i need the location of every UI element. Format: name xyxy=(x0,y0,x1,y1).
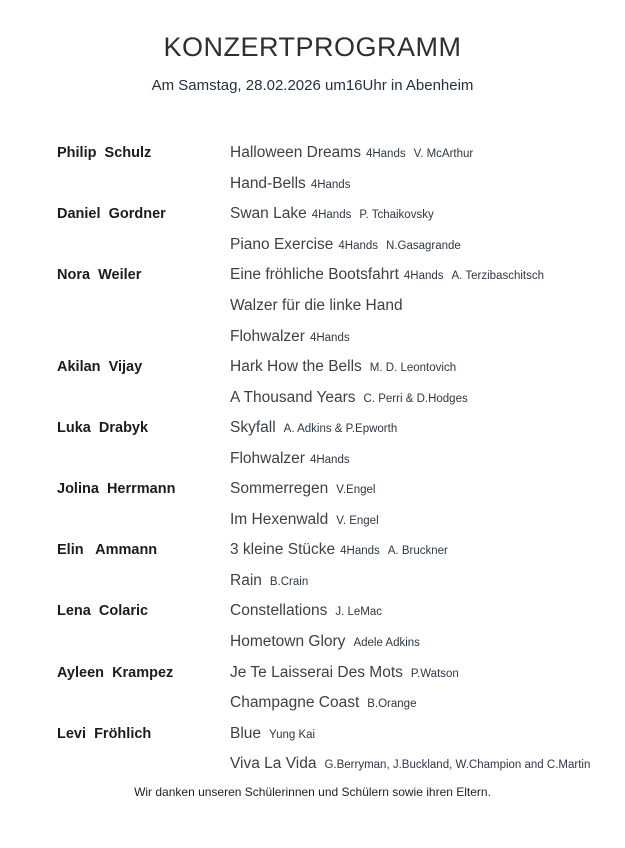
composer-name: V. Engel xyxy=(336,514,379,527)
composer-name: P. Tchaikovsky xyxy=(359,209,434,222)
piece-title: Sommerregen xyxy=(230,480,329,498)
piece xyxy=(230,389,468,407)
piece-tag: 4Hands xyxy=(310,178,351,191)
program-list xyxy=(0,138,625,779)
program-row xyxy=(0,505,625,536)
piece-title: Hark How the Bells xyxy=(230,358,362,376)
program-row xyxy=(0,566,625,597)
piece-tag: 4Hands xyxy=(365,148,406,161)
program-row xyxy=(0,627,625,658)
composer-name: V.Engel xyxy=(336,484,376,497)
program-row xyxy=(0,291,625,322)
piece xyxy=(230,144,473,162)
piece-tag: 4Hands xyxy=(338,239,379,252)
performer-name: Daniel Gordner xyxy=(57,206,166,223)
piece-tag: 4Hands xyxy=(311,209,352,222)
piece xyxy=(230,755,590,773)
program-row xyxy=(0,688,625,719)
piece xyxy=(230,450,350,468)
program-row xyxy=(0,413,625,444)
piece-title: Viva La Vida xyxy=(230,755,317,773)
program-row xyxy=(0,474,625,505)
piece xyxy=(230,664,459,682)
piece-title: Walzer für die linke Hand xyxy=(230,297,403,314)
page-title: KONZERTPROGRAMM xyxy=(163,32,462,62)
composer-name: A. Adkins & P.Epworth xyxy=(283,423,398,436)
piece-tag: 4Hands xyxy=(309,331,350,344)
piece-tag: 4Hands xyxy=(340,545,380,558)
piece xyxy=(230,266,544,284)
piece xyxy=(230,175,350,193)
piece-title: Skyfall xyxy=(230,419,276,437)
piece xyxy=(230,297,403,315)
composer-name: G.Berryman, J.Buckland, W.Champion and C.Martin xyxy=(324,759,591,772)
performer-name: Luka Drabyk xyxy=(57,420,149,437)
performer-name: Philip Schulz xyxy=(57,145,152,162)
piece xyxy=(230,572,308,590)
piece-title: 3 kleine Stücke xyxy=(230,541,336,559)
piece-title: Swan Lake xyxy=(230,205,307,223)
piece xyxy=(230,602,382,620)
piece xyxy=(230,633,420,651)
piece-title: Eine fröhliche Bootsfahrt xyxy=(230,266,399,284)
program-row xyxy=(0,230,625,261)
piece xyxy=(230,511,379,529)
composer-name: C. Perri & D.Hodges xyxy=(363,392,468,405)
composer-name: A. Terzibaschitsch xyxy=(451,270,544,283)
performer-name: Ayleen Krampez xyxy=(57,664,174,681)
composer-name: V. McArthur xyxy=(413,148,474,161)
piece-title: Halloween Dreams xyxy=(230,144,361,162)
program-row xyxy=(0,443,625,474)
piece xyxy=(230,328,350,346)
piece xyxy=(230,541,448,559)
composer-name: Adele Adkins xyxy=(353,637,420,650)
composer-name: N.Gasagrande xyxy=(386,239,461,252)
piece-tag: 4Hands xyxy=(309,453,350,466)
composer-name: B.Orange xyxy=(367,698,417,711)
performer-name: Lena Colaric xyxy=(57,603,149,620)
composer-name: P.Watson xyxy=(410,667,459,680)
piece-title: Constellations xyxy=(230,602,328,620)
program-row xyxy=(0,260,625,291)
composer-name: Yung Kai xyxy=(269,728,316,741)
piece xyxy=(230,236,461,254)
program-row xyxy=(0,321,625,352)
performer-name: Jolina Herrmann xyxy=(57,481,176,498)
composer-name: J. LeMac xyxy=(335,606,383,619)
piece-tag: 4Hands xyxy=(403,270,444,283)
composer-name: A. Bruckner xyxy=(387,545,448,558)
composer-name: M. D. Leontovich xyxy=(369,362,457,375)
piece-title: Hand-Bells xyxy=(230,174,306,192)
program-row xyxy=(0,657,625,688)
program-row xyxy=(0,169,625,200)
program-row xyxy=(0,138,625,169)
piece xyxy=(230,419,397,437)
program-row xyxy=(0,596,625,627)
piece-title: Blue xyxy=(230,724,262,742)
performer-name: Levi Fröhlich xyxy=(57,725,152,742)
composer-name: B.Crain xyxy=(269,575,309,588)
piece xyxy=(230,205,434,223)
page-subtitle: Am Samstag, 28.02.2026 um16Uhr in Abenheim xyxy=(151,77,474,94)
piece xyxy=(230,358,456,376)
piece-title: Im Hexenwald xyxy=(230,510,329,528)
piece xyxy=(230,694,416,712)
piece-title: A Thousand Years xyxy=(230,388,356,406)
program-row xyxy=(0,382,625,413)
piece-title: Je Te Laisserai Des Mots xyxy=(230,663,403,681)
program-row xyxy=(0,199,625,230)
piece-title: Champagne Coast xyxy=(230,694,360,712)
performer-name: Elin Ammann xyxy=(57,542,158,559)
piece-title: Piano Exercise xyxy=(230,235,334,253)
program-row xyxy=(0,535,625,566)
piece xyxy=(230,725,315,743)
performer-name: Akilan Vijay xyxy=(57,359,143,376)
piece-title: Flohwalzer xyxy=(230,327,305,345)
piece xyxy=(230,480,375,498)
thank-you-note: Wir danken unseren Schülerinnen und Schülern sowie ihren Eltern. xyxy=(134,785,491,799)
piece-title: Flohwalzer xyxy=(230,449,305,467)
program-row xyxy=(0,352,625,383)
piece-title: Rain xyxy=(230,571,262,589)
piece-title: Hometown Glory xyxy=(230,633,346,651)
program-row xyxy=(0,749,625,780)
performer-name: Nora Weiler xyxy=(57,267,142,284)
program-row xyxy=(0,718,625,749)
